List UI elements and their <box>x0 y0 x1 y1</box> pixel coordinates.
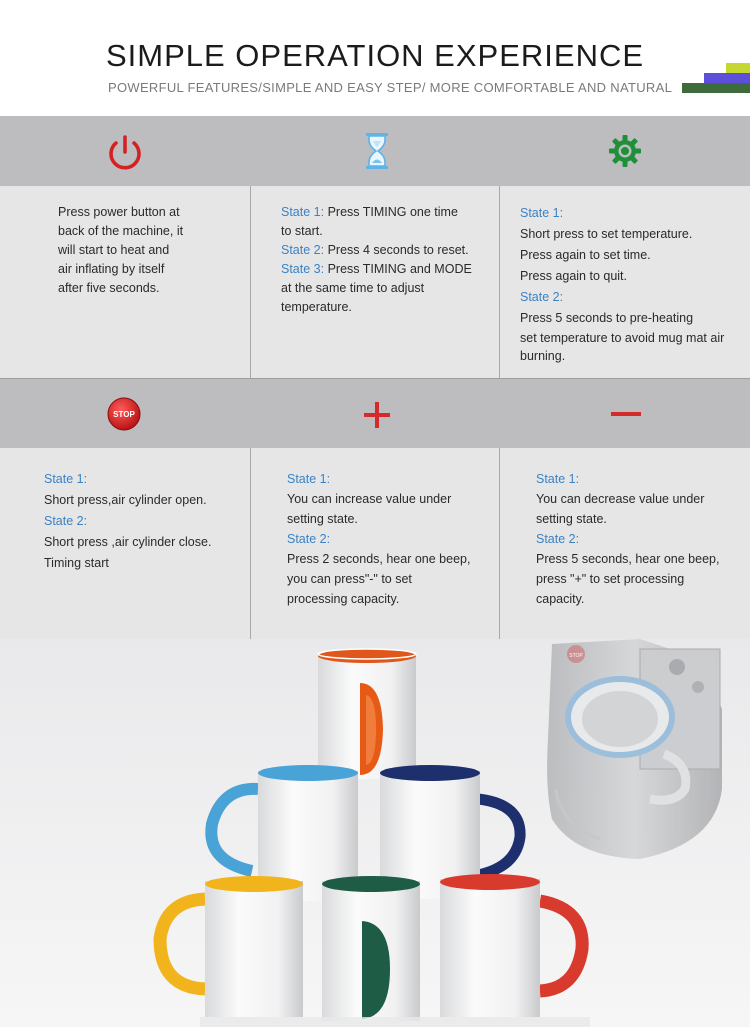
minus-icon <box>610 410 642 418</box>
text-line: back of the machine, it <box>58 224 184 238</box>
text-line: Press 4 seconds to reset. <box>324 243 469 257</box>
stop-description <box>44 469 244 574</box>
state-label: State 3: <box>281 262 325 276</box>
text-line: Timing start <box>44 556 109 570</box>
text-line: after five seconds. <box>58 281 160 295</box>
state-label: State 1: <box>287 472 331 486</box>
state-label: State 2: <box>281 243 325 257</box>
text-line: press "+" to set processing <box>536 572 685 586</box>
product-photo <box>0 639 750 1027</box>
state-label: State 2: <box>44 514 88 528</box>
text-line: Press 2 seconds, hear one beep, <box>287 552 471 566</box>
text-line: will start to heat and <box>58 243 170 257</box>
text-line: Press TIMING one time <box>324 205 458 219</box>
text-line: Press again to quit. <box>520 269 628 283</box>
state-label: State 1: <box>281 205 325 219</box>
column-divider <box>499 186 500 378</box>
state-label: State 1: <box>536 472 580 486</box>
column-divider <box>499 448 500 639</box>
text-line: at the same time to adjust <box>281 281 425 295</box>
stop-icon <box>105 396 143 432</box>
stair-bar-bottom <box>682 83 750 93</box>
text-line: You can increase value under <box>287 492 452 506</box>
state-label: State 1: <box>520 206 564 220</box>
text-line: capacity. <box>536 592 585 606</box>
text-panel-row1 <box>0 186 750 378</box>
heat-press-machine <box>547 639 722 859</box>
minus-description <box>536 469 741 609</box>
hourglass-icon <box>364 132 390 170</box>
mug-orange <box>318 649 416 779</box>
text-line: Press again to set time. <box>520 248 651 262</box>
page-subtitle: POWERFUL FEATURES/SIMPLE AND EASY STEP/ MORE COMFORTABLE AND NATURAL <box>108 80 673 95</box>
text-line: Short press ,air cylinder close. <box>44 535 212 549</box>
mug-pyramid-illustration <box>0 639 750 1027</box>
column-divider <box>250 448 251 639</box>
mode-description <box>520 203 745 365</box>
text-line: burning. <box>520 349 566 363</box>
header <box>0 0 750 116</box>
mug-green <box>322 876 420 1021</box>
text-line: Press 5 seconds to pre-heating <box>520 311 694 325</box>
mug-red <box>440 874 582 1017</box>
text-line: You can decrease value under <box>536 492 705 506</box>
machine-stop-label: STOP <box>569 653 583 659</box>
column-divider <box>250 186 251 378</box>
text-line: Short press to set temperature. <box>520 227 693 241</box>
text-line: set temperature to avoid mug mat air <box>520 331 725 345</box>
icon-band-row2 <box>0 379 750 448</box>
text-line: temperature. <box>281 300 352 314</box>
state-label: State 1: <box>44 472 88 486</box>
mug-yellow <box>160 876 303 1017</box>
text-line: you can press"-" to set <box>287 572 412 586</box>
timing-description <box>281 203 491 317</box>
page-title: SIMPLE OPERATION EXPERIENCE <box>105 38 645 73</box>
text-line: Short press,air cylinder open. <box>44 493 207 507</box>
gear-icon <box>608 134 642 168</box>
plus-description <box>287 469 492 609</box>
text-line: Press 5 seconds, hear one beep, <box>536 552 720 566</box>
plus-icon <box>362 400 392 430</box>
text-panel-row2 <box>0 448 750 639</box>
text-line: to start. <box>281 224 323 238</box>
text-line: setting state. <box>536 512 607 526</box>
power-icon <box>105 134 145 172</box>
state-label: State 2: <box>536 532 580 546</box>
text-line: Press power button at <box>58 205 180 219</box>
icon-band-row1 <box>0 116 750 186</box>
text-line: setting state. <box>287 512 358 526</box>
stair-bar-top <box>726 63 750 73</box>
text-line: processing capacity. <box>287 592 400 606</box>
state-label: State 2: <box>287 532 331 546</box>
stair-bar-middle <box>704 73 750 83</box>
state-label: State 2: <box>520 290 564 304</box>
power-description <box>58 203 238 298</box>
text-line: Press TIMING and MODE <box>324 262 472 276</box>
text-line: air inflating by itself <box>58 262 165 276</box>
stop-icon-label: STOP <box>113 410 135 419</box>
